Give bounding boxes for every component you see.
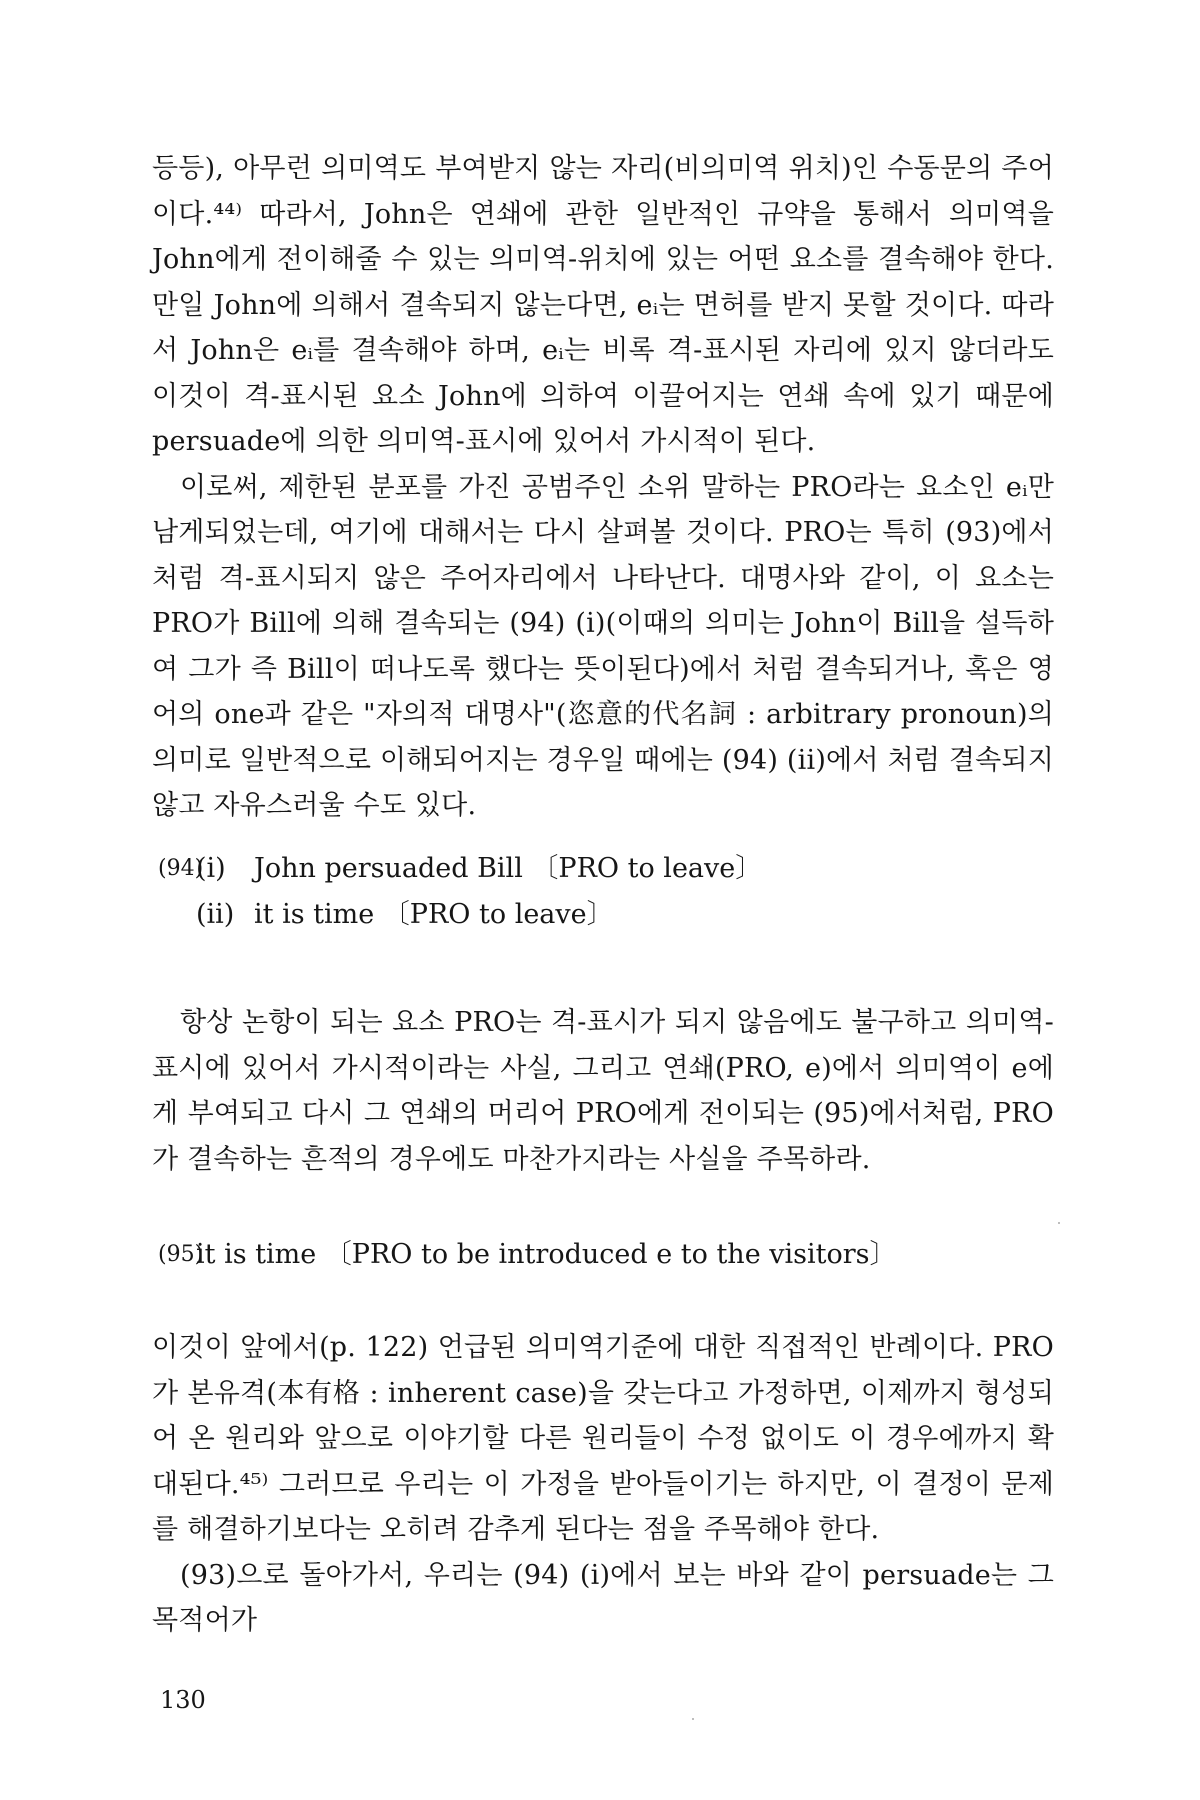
example-95-row bbox=[158, 1232, 1048, 1278]
example-95 bbox=[158, 1232, 1048, 1278]
example-sub-label: (ii) bbox=[196, 899, 235, 930]
example-94-row-i bbox=[158, 846, 1048, 892]
example-94 bbox=[158, 846, 1048, 938]
body-text-bottom bbox=[152, 1325, 1054, 1644]
example-sentence: it is time 〔PRO to leave〕 bbox=[254, 899, 614, 930]
paragraph-3: 항상 논항이 되는 요소 PRO는 격-표시가 되지 않음에도 불구하고 의미역-표시에 있어서 가시적이라는 사실, 그리고 연쇄(PRO, e)에서 의미역이 e에게 부여되고 다시 그 연쇄의 머리어 PRO에게 전이되는 (95)에서처럼, PRO가 결속하는 흔적의 경우에도 마찬가지라는 사실을 주목하라. bbox=[152, 1007, 1054, 1175]
example-number: (94) bbox=[158, 856, 204, 881]
example-sub-label: (i) bbox=[196, 853, 226, 884]
body-text-top bbox=[152, 146, 1054, 829]
body-text-middle bbox=[152, 1000, 1054, 1182]
scan-speck bbox=[1058, 1222, 1060, 1224]
scan-speck bbox=[692, 1718, 694, 1720]
example-sentence: John persuaded Bill 〔PRO to leave〕 bbox=[254, 853, 763, 884]
paragraph-5: (93)으로 돌아가서, 우리는 (94) (i)에서 보는 바와 같이 persuade는 그 목적어가 bbox=[152, 1559, 1054, 1636]
example-94-row-ii bbox=[158, 892, 1048, 938]
example-number: (95) bbox=[158, 1242, 204, 1267]
paragraph-2: 이로써, 제한된 분포를 가진 공범주인 소위 말하는 PRO라는 요소인 eᵢ만 남게되었는데, 여기에 대해서는 다시 살펴볼 것이다. PRO는 특히 (93)에서처럼 격-표시되지 않은 주어자리에서 나타난다. 대명사와 같이, 이 요소는 PRO가 Bill에 의해 결속되는 (94) (i)(이때의 의미는 John이 Bill을 설득하여 그가 즉 Bill이 떠나도록 했다는 뜻이된다)에서 처럼 결속되거나, 혹은 영어의 one과 같은 "자의적 대명사"(恣意的代名詞 : arbitrary pronoun)의 의미로 일반적으로 이해되어지는 경우일 때에는 (94) (ii)에서 처럼 결속되지 않고 자유스러울 수도 있다. bbox=[152, 471, 1054, 821]
page-number: 130 bbox=[160, 1686, 206, 1714]
paragraph-4: 이것이 앞에서(p. 122) 언급된 의미역기준에 대한 직접적인 반례이다. PRO가 본유격(本有格 : inherent case)을 갖는다고 가정하면, 이제까지 형성되어 온 원리와 앞으로 이야기할 다른 원리들이 수정 없이도 이 경우에까지 확대된다.⁴⁵⁾ 그러므로 우리는 이 가정을 받아들이기는 하지만, 이 결정이 문제를 해결하기보다는 오히려 감추게 된다는 점을 주목해야 한다. bbox=[152, 1332, 1054, 1545]
example-sentence: it is time 〔PRO to be introduced e to the visitors〕 bbox=[196, 1239, 897, 1270]
paragraph-1: 등등), 아무런 의미역도 부여받지 않는 자리(비의미역 위치)인 수동문의 주어이다.⁴⁴⁾ 따라서, John은 연쇄에 관한 일반적인 규약을 통해서 의미역을 John에게 전이해줄 수 있는 의미역-위치에 있는 어떤 요소를 결속해야 한다. 만일 John에 의해서 결속되지 않는다면, eᵢ는 면허를 받지 못할 것이다. 따라서 John은 eᵢ를 결속해야 하며, eᵢ는 비록 격-표시된 자리에 있지 않더라도 이것이 격-표시된 요소 John에 의하여 이끌어지는 연쇄 속에 있기 때문에 persuade에 의한 의미역-표시에 있어서 가시적이 된다. bbox=[152, 153, 1054, 457]
